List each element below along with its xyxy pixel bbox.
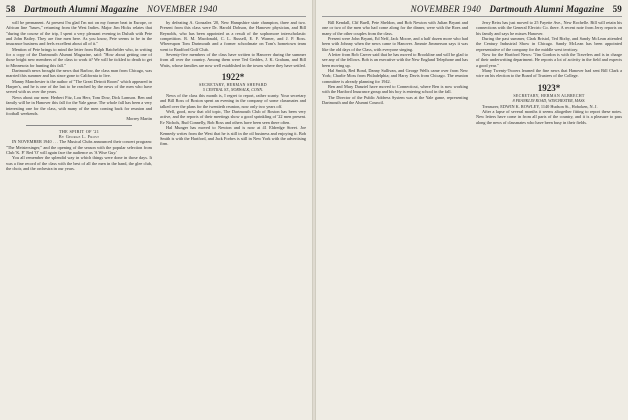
- issue-date: NOVEMBER 1940: [147, 4, 218, 14]
- class-heading: [160, 72, 306, 92]
- paragraph: After a lapse of several months it seems altogether fitting to report these notes. New letters have come in from all parts of the country, and it is a pleasure to pass along the news of classmates who have been busy in their fields.: [476, 109, 622, 125]
- paragraph: Many Twenty-Twoers learned the fine news that Hanover had sent Bill Clark a wire on his election to the Board of Trustees of the College.: [476, 68, 622, 79]
- paragraph: IN NOVEMBER 1940 . . . The Musical Clubs announced their concert program: "The Meistersinger," and the opening of the season with the popular selection from Club 'K. P.' Red 'O' will again face the audience as 'A Wise Guy.': [6, 139, 152, 155]
- column-2: [160, 20, 306, 416]
- paragraph: Hal Munger has moved to Newton and is now at 41 Eldredge Street. Joe Kennedy writes from the West that he is still in the oil business and enjoying it. Bob Smith is with the Hartford, and Jack Forbes is still in New York with the advertising firm.: [160, 125, 306, 147]
- page-number: 59: [612, 4, 622, 14]
- paragraph: News of the class this month is, I regret to report, rather scanty. Your secretary and Bill Ross of Boston spent an evening in the company of some classmates and talked over the plans for the twentieth reunion, now only two years off.: [160, 93, 306, 109]
- class-secretary: SECRETARY, HERMAN ALBRECHT: [513, 92, 585, 98]
- left-page: [0, 0, 312, 420]
- issue-date: NOVEMBER 1940: [410, 4, 481, 14]
- class-address: 5 CENTRAL ST., NORWALK, CONN.: [202, 87, 264, 93]
- class-secretary: SECRETARY, HERMAN SHEPARD: [199, 82, 267, 88]
- section-byline: By George L. Frost: [58, 133, 100, 139]
- paragraph: You all remember the splendid way in which things were done in those days. It was a fine record of the class with the best of all the men in the band, the glee club, the choir, and the orchestra in our years.: [6, 155, 152, 171]
- paragraph: Now for the Hartford News: "Jim Gordon is with the Travelers and is in charge of their underwriting department. He reports a lot of activity in the field and expects a good year.": [476, 52, 622, 68]
- class-heading: [476, 83, 622, 103]
- section-divider: [26, 125, 132, 126]
- left-running-head: [6, 4, 306, 17]
- right-page: [316, 0, 628, 420]
- column-1: [6, 20, 152, 416]
- paragraph: During the past summer, Clark Bristol, Ted Bixby, and Sandy McLean attended the Century Industrial Show in Chicago. Sandy McLean has been appointed representative of the company for the middle west territory.: [476, 36, 622, 52]
- page-number: 58: [6, 4, 16, 14]
- class-address: 8 FRANKLIN ROAD, WINCHESTER, MASS.: [512, 97, 586, 103]
- column-4: [476, 20, 622, 416]
- right-running-head: [322, 4, 622, 17]
- paragraph: Mention of Pete brings to mind the letter from Ralph Batchelder who, in writing for a copy of the Dartmouth Alumni Magazine, said: "How about getting one of those bright new members of the class to work it? We will be tickled to death to get to Minnesota for hunting this fall.": [6, 46, 152, 68]
- paragraph: Manny Manchester is the author of "The Great Detroit Room" which appeared in Harper's, and he is one of the last to be reached by the news of the men who have served with us over the years.: [6, 78, 152, 95]
- class-year: 1923*: [537, 82, 561, 93]
- class-year: 1922*: [221, 72, 245, 83]
- paragraph: A letter from Bob Carver said that he has moved to Brookline and will be glad to see any of the fellows. Bob is an executive with the New England Telephone and has been moving up.: [322, 52, 468, 68]
- paragraph: by defeating A. Gonzalez '20, New Hampshire state champion, three and two. Present from this class were Dr. Harold Dobson, the Hanover physician, and Bill Reynolds, who has been appointed as a result of the sophomore interscholastic competition. R. M. Macdonald, C. L. Russell, E. F. Warner, and J. P. Ross. Whereupon Tom Dartmouth and a former schoolmate on Tom's hometown team went to Bradford Golf Club.: [160, 20, 306, 52]
- paragraph: Treasurer, EDWIN K. ROWLEY, 1140 Hudson St., Hoboken, N. J.: [482, 103, 598, 109]
- paragraph: Bill Kendall, Clif Buell, Pete Sheldon, and Bob Newton with Julian Bryant and one or two of the men who had come along for the dinner, were with the Roes and many of the other couples from the class.: [322, 20, 468, 36]
- paragraph: will be permanent. At present I'm glad I'm not on my former beat in Europe, or African line "bases," returning from the West Indies. Major Jim Hicks relates that "during the course of the trip, I spent a very pleasant evening in Duluth with Pete and John Bailey. They are fine men here. As you know, Pete seems to be in the insurance business and feels excellent about all of it.": [6, 20, 152, 47]
- paragraph: The Director of the Public Address System was at the Yale game, representing Dartmouth and the Alumni Council.: [322, 94, 468, 106]
- paragraph: News about our men: Herbert Fitz, Lou Herr, Tom Dow, Dick Lamson. Ben and family will be in Hanover this fall for the Yale game. The whole fall has been a very interesting one for the class, with many of the men coming back for reunion and football weekends.: [6, 94, 152, 116]
- magazine-title: Dartmouth Alumni Magazine: [23, 4, 139, 14]
- paragraph: Present were John Bryant, Ed Neff, Jack Moore, and a half dozen more who had been with Johnny when the news came to Hanover. Jimmie Jimmerson says it was like the old days of the Class, with everyone singing.: [322, 36, 468, 52]
- signoff-name: Morrey Martin: [126, 116, 152, 122]
- paragraph: Seventy-five members of the class have written to Hanover during the summer from all over the country. Among them were Ted Geddes, J. K. Graham, and Bill Watts, whose families are now well established in the towns where they have settled.: [160, 52, 306, 68]
- section-heading: THE SPIRIT OF '21: [58, 128, 100, 134]
- paragraph: Ben and Mary Danziel have moved to Connecticut, where Ben is now working with the Hartford Insurance group and his boy is entering school in the fall.: [322, 84, 468, 95]
- magazine-title: Dartmouth Alumni Magazine: [489, 4, 605, 14]
- paragraph: Well, good, now that old topic, The Dartmouth Club of Boston has been very active, and the reports of their meetings show a good sprinkling of '22 men present. Ev Nichols, Bud Connelly, Bob Ross and others have been seen there often.: [160, 109, 306, 125]
- paragraph: Hal Smith, Red Bond, Danny Sullivan, and George Wells came over from New York; Charlie Moss from Philadelphia; and Harry Davis from Chicago. The reunion committee is already planning for 1942.: [322, 68, 468, 84]
- paragraph: Dartmouth news brought the news that Barlow, the class man from Chicago, was married this summer and has since gone to California to live.: [6, 68, 152, 79]
- paragraph: Jerry Reiss has just moved to 25 Fayette Ave., New Rochelle. Bill will retain his connections with the General Electric Co. there. A recent note from Jerry reports on his family and says he misses Hanover.: [476, 20, 622, 36]
- column-3: [322, 20, 468, 416]
